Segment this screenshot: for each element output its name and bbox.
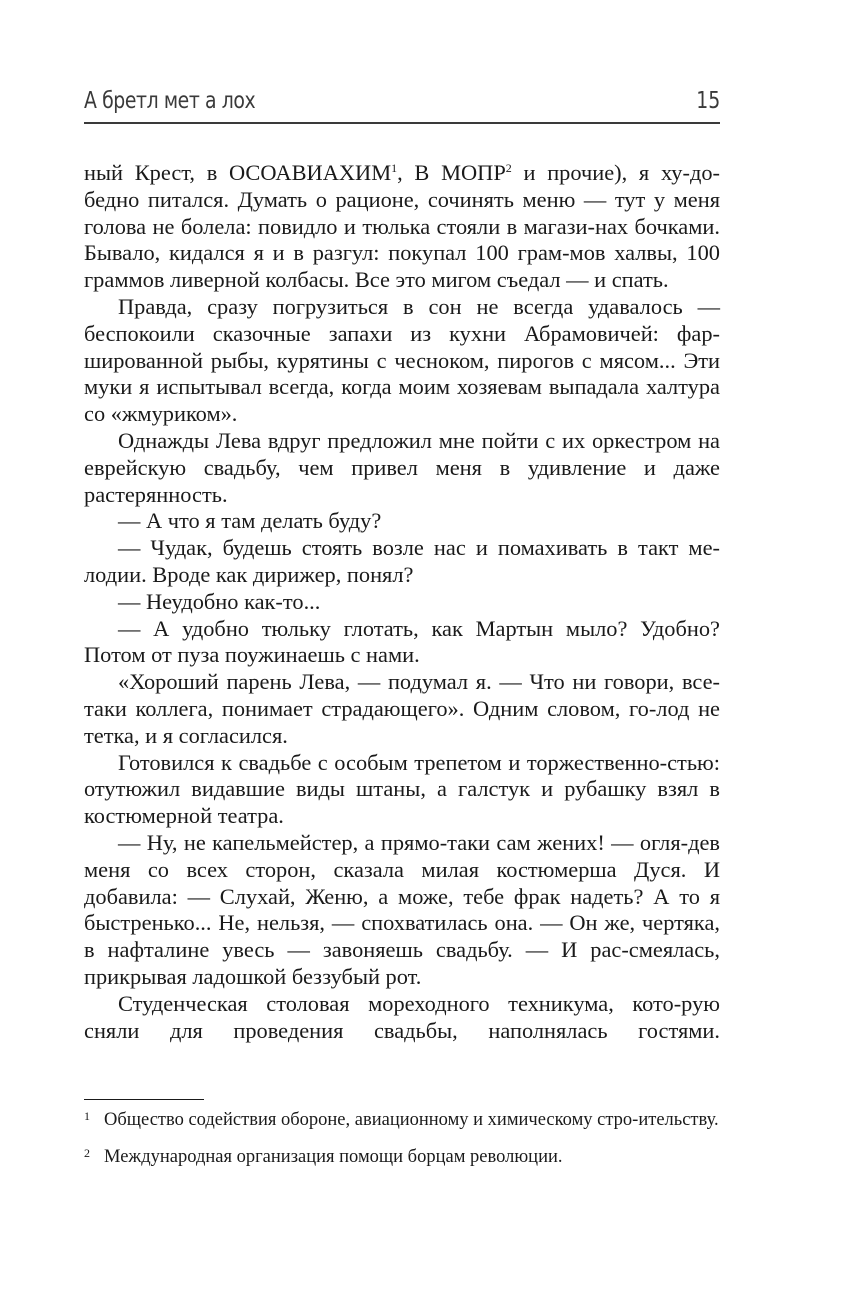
paragraph: Однажды Лева вдруг предложил мне пойти с их оркестром на еврейскую свадьбу, чем привел меня в удивление и даже растерянность. [84,427,720,507]
paragraph: Студенческая столовая мореходного техникума, кото-рую сняли для проведения свадьбы, наполнялась гостями. [84,990,720,1043]
paragraph: Правда, сразу погрузиться в сон не всегда удавалось — беспокоили сказочные запахи из кухни Абрамовичей: фар-шированной рыбы, курятины с чесноком, пирогов с мясом... Эти муки я испытывал всегда, когда моим хозяевам выпадала халтура со «жмуриком». [84,293,720,427]
paragraph [84,160,720,294]
paragraph: Готовился к свадьбе с особым трепетом и торжественно-стью: отутюжил видавшие виды штаны, а галстук и рубашку взял в костюмерной театра. [84,749,720,829]
body-text [84,160,720,1044]
footnote [84,1108,720,1133]
running-header [84,84,720,124]
footnote-ref: 1 [391,161,398,175]
dialogue-line: — А удобно тюльку глотать, как Мартын мыло? Удобно? Потом от пуза поужинаешь с нами. [84,615,720,668]
footnote [84,1145,720,1170]
footnote-divider [84,1099,204,1100]
text-run: ный Крест, в ОСОАВИАХИМ [84,160,392,185]
text-run: и прочие), я ху-до-бедно питался. Думать о рационе, сочинять меню — тут у меня голова не болела: повидло и тюлька стояли в магази-нах бочками. Бывало, кидался я и в разгул: покупал 100 грам-мов халвы, 100 граммов ливерной колбасы. Все это мигом съедал — и спать. [84,160,720,293]
footnote-mark: 2 [84,1146,90,1160]
footnote-text: Международная организация помощи борцам революции. [104,1147,563,1167]
paragraph: «Хороший парень Лева, — подумал я. — Что ни говори, все-таки коллега, понимает страдающего». Одним словом, го-лод не тетка, и я согласился. [84,669,720,748]
dialogue-line: — Ну, не капельмейстер, а прямо-таки сам жених! — огля-дев меня со всех сторон, сказала милая костюмерша Дуся. И добавила: — Слухай, Женю, а може, тебе фрак надеть? А то я быстренько... Не, нельзя, — спохватилась она. — Он же, чертяка, в нафталине увесь — завоняешь свадьбу. — И рас-смеялась, прикрывая ладошкой беззубый рот. [84,829,720,989]
running-title: А бретл мет а лох [84,88,256,114]
footnote-ref: 2 [505,161,512,175]
footnote-mark: 1 [84,1109,90,1123]
dialogue-line: — Неудобно как-то... [118,588,321,614]
text-run: , В МОПР [397,160,506,185]
dialogue-line: — А что я там делать буду? [118,508,382,534]
page-number: 15 [695,88,720,114]
footnotes [84,1108,720,1170]
dialogue-line: — Чудак, будешь стоять возле нас и помахивать в такт ме-лодии. Вроде как дирижер, понял? [84,535,720,587]
footnote-text: Общество содействия обороне, авиационному и химическому стро-ительству. [104,1110,719,1130]
